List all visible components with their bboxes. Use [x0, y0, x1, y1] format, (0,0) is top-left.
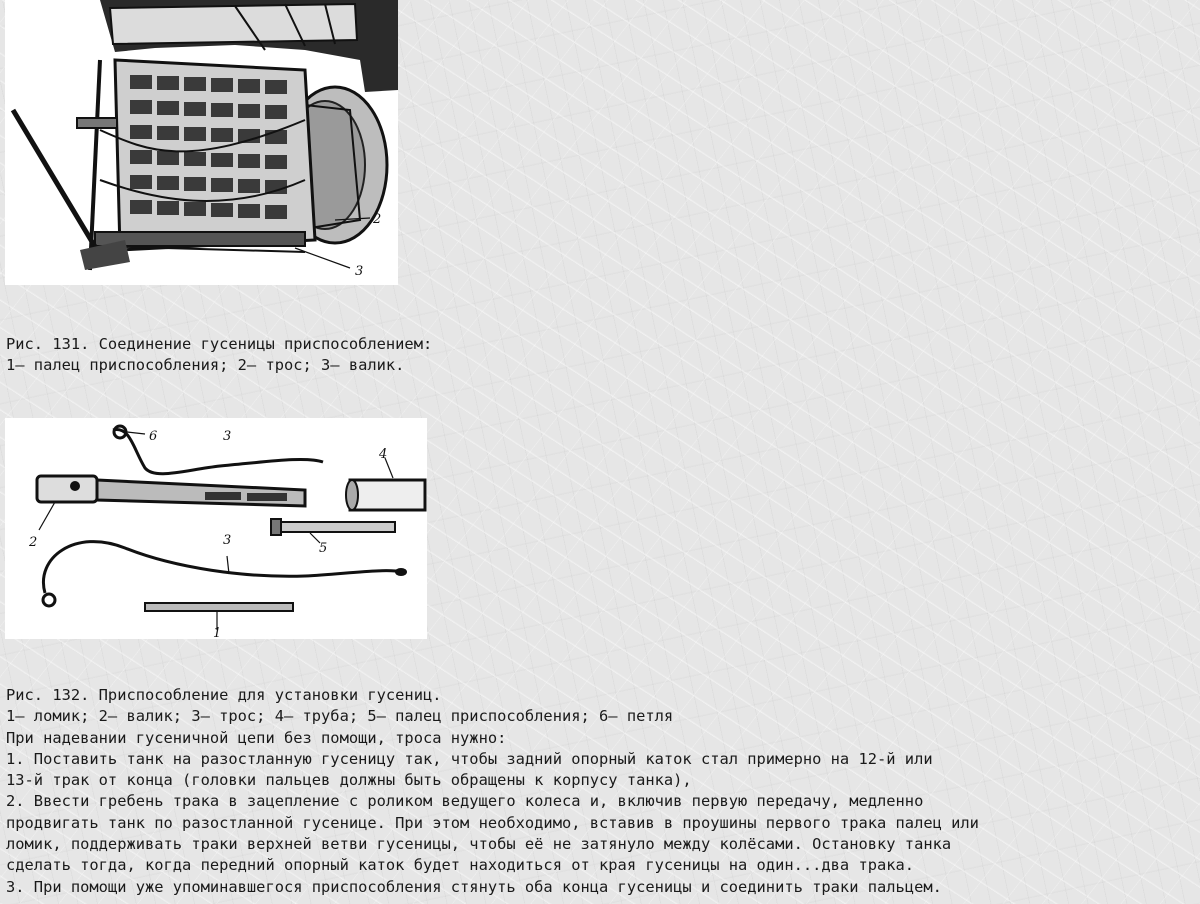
figure-132-caption-title: Рис. 132. Приспособление для установки гусениц. — [6, 686, 442, 704]
figure-132-label-4: 4 — [379, 447, 388, 462]
figure-131-label-2: 2 — [373, 212, 382, 227]
figure-131-label-3: 3 — [355, 264, 364, 279]
figure-131-image — [5, 0, 398, 285]
figure-132-label-6: 6 — [149, 429, 158, 444]
instructions-intro: При надевании гусеничной цепи без помощи, троса нужно: — [6, 728, 507, 747]
instruction-line: 3. При помощи уже упоминавшегося приспособления стянуть оба конца гусеницы и соединить траки пальцем. — [6, 877, 942, 896]
figure-131-caption-title: Рис. 131. Соединение гусеницы приспособлением: — [6, 335, 433, 353]
figure-132-caption-parts: 1— ломик; 2— валик; 3— трос; 4— труба; 5— палец приспособления; 6— петля — [6, 707, 674, 726]
instruction-line: сделать тогда, когда передний опорный каток будет находиться от края гусеницы на один...два трака. — [6, 856, 915, 875]
figure-132-image — [5, 418, 427, 639]
figure-132-label-1: 1 — [213, 626, 222, 639]
instruction-line: 13-й трак от конца (головки пальцев должны быть обращены к корпусу танка), — [6, 771, 692, 790]
figure-131-caption-parts: 1— палец приспособления; 2— трос; 3— валик. — [6, 356, 405, 375]
instruction-line: 2. Ввести гребень трака в зацепление с роликом ведущего колеса и, включив первую передачу, медленно — [6, 792, 924, 811]
instruction-line: 1. Поставить танк на разостланную гусеницу так, чтобы задний опорный каток стал примерно на 12-й или — [6, 749, 933, 768]
figure-132-label-3-lower: 3 — [223, 533, 232, 548]
instruction-line: ломик, поддерживать траки верхней ветви гусеницы, чтобы её не затянуло между колёсами. Остановку танка — [6, 835, 952, 854]
instructions-block — [6, 685, 979, 898]
figure-132-label-2: 2 — [29, 535, 38, 550]
instruction-line: продвигать танк по разостланной гусенице. При этом необходимо, вставив в проушины первого трака палец или — [6, 813, 979, 832]
figure-132-label-3-upper: 3 — [223, 429, 232, 444]
figure-131-caption — [6, 334, 432, 377]
figure-132-label-5: 5 — [319, 541, 328, 556]
